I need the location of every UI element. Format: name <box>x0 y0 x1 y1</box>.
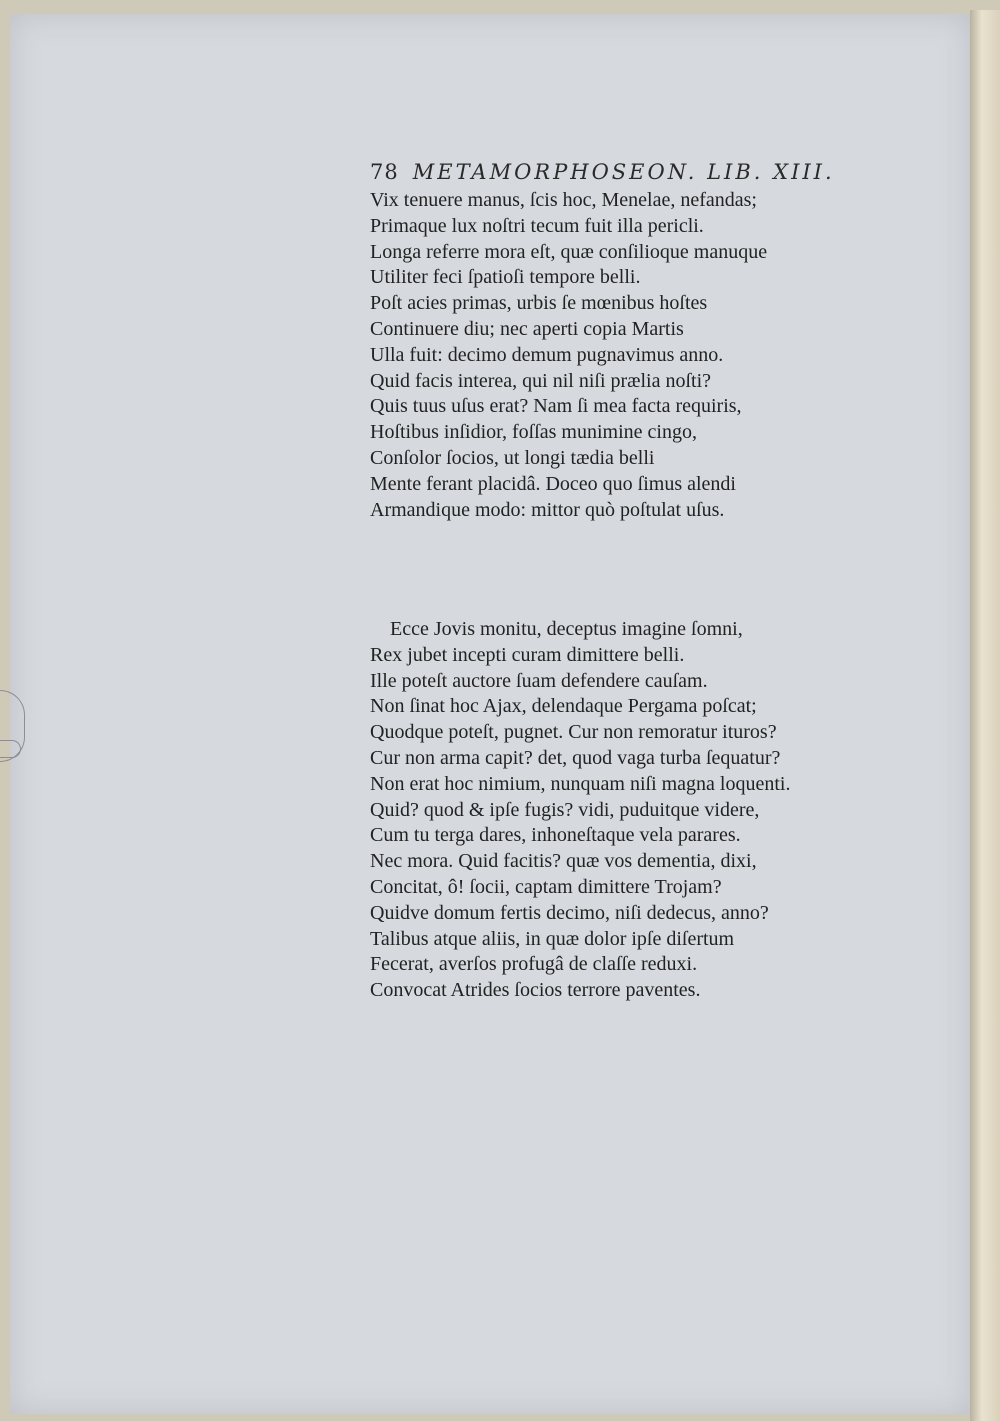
verse-line: Utiliter feci ſpatioſi tempore belli. <box>370 266 641 289</box>
verse-line: Cum tu terga dares, inhoneſtaque vela parares. <box>370 824 741 847</box>
verse-line: Armandique modo: mittor quò poſtulat uſus. <box>370 498 725 521</box>
page-number: 78 <box>370 160 399 184</box>
verse-line: Non ſinat hoc Ajax, delendaque Pergama poſcat; <box>370 695 757 718</box>
verse-line: Poſt acies primas, urbis ſe mœnibus hoſtes <box>370 292 708 315</box>
verse-line: Longa referre mora eſt, quæ conſilioque manuque <box>370 240 768 263</box>
verse-stanza-2 <box>370 617 860 1004</box>
verse-line: Quidve domum fertis decimo, niſi dedecus, anno? <box>370 901 769 924</box>
verse-line: Cur non arma capit? det, quod vaga turba ſequatur? <box>370 746 781 769</box>
verse-line: Quid? quod & ipſe fugis? vidi, puduitque videre, <box>370 798 760 821</box>
verse-line: Primaque lux noſtri tecum fuit illa pericli. <box>370 214 704 237</box>
verse-line: Vix tenuere manus, ſcis hoc, Menelae, nefandas; <box>370 189 757 211</box>
verse-line: Talibus atque aliis, in quæ dolor ipſe diſertum <box>370 927 735 950</box>
verse-line: Nec mora. Quid facitis? quæ vos dementia, dixi, <box>370 850 757 873</box>
running-title: METAMORPHOSEON. LIB. XIII. <box>412 160 835 184</box>
verse-line: Quis tuus uſus erat? Nam ſi mea facta requiris, <box>370 395 742 418</box>
verse-line: Hoſtibus inſidior, foſſas munimine cingo, <box>370 421 697 444</box>
verse-line: Fecerat, averſos profugâ de claſſe reduxi. <box>370 953 698 976</box>
verse-line: Quid facis interea, qui nil niſi prælia noſti? <box>370 369 712 392</box>
verse-stanza-1 <box>370 188 860 523</box>
verse-line: Rex jubet incepti curam dimittere belli. <box>370 643 685 666</box>
verse-line: Concitat, ô! ſocii, captam dimittere Trojam? <box>370 875 722 898</box>
verse-line: Non erat hoc nimium, nunquam niſi magna loquenti. <box>370 772 791 795</box>
verse-line: Ulla fuit: decimo demum pugnavimus anno. <box>370 343 724 366</box>
verse-line: Convocat Atrides ſocios terrore paventes. <box>370 979 701 1002</box>
verse-line: Quodque poteſt, pugnet. Cur non remoratur ituros? <box>370 721 777 744</box>
verse-line: Conſolor ſocios, ut longi tædia belli <box>370 446 655 469</box>
verse-line: Continuere diu; nec aperti copia Martis <box>370 317 684 340</box>
binding-thread-mark-small <box>0 740 21 758</box>
verse-line: Ille poteſt auctore ſuam defendere cauſam. <box>370 669 708 692</box>
running-header <box>370 160 835 184</box>
verse-line: Mente ferant placidâ. Doceo quo ſimus alendi <box>370 472 736 495</box>
verse-line: Ecce Jovis monitu, deceptus imagine ſomni, <box>390 618 743 640</box>
page-edge <box>970 10 1000 1421</box>
